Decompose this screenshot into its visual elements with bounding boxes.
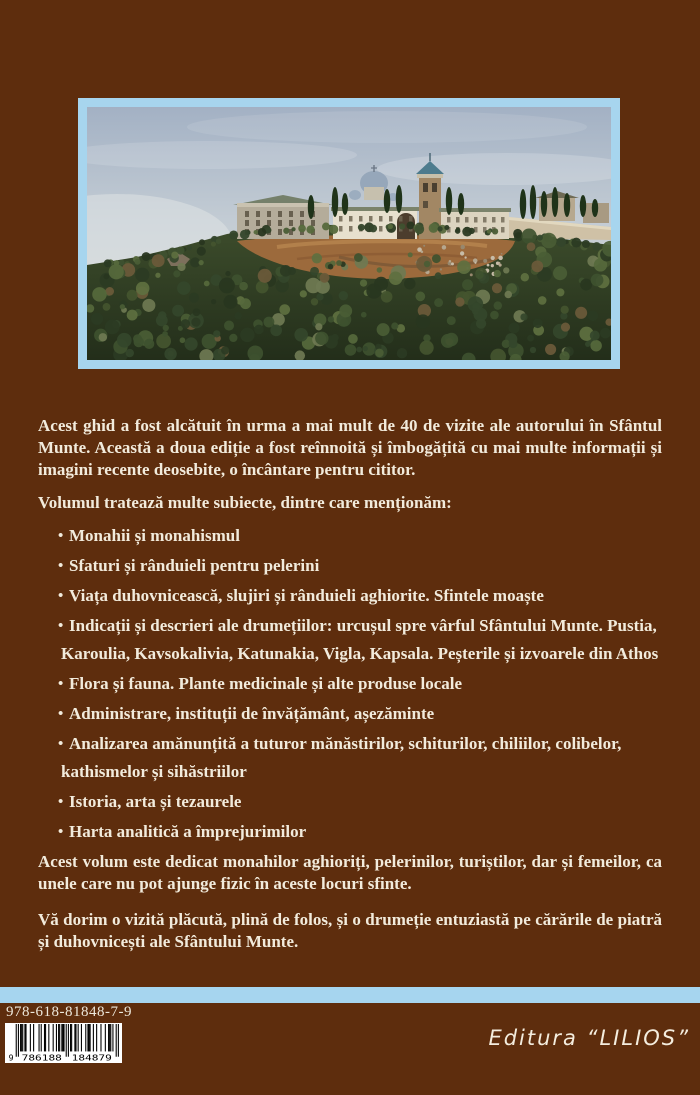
svg-text:9: 9 xyxy=(8,1053,14,1062)
divider-strip xyxy=(0,987,700,1003)
topic-item: • Indicații și descrieri ale drumețiilor: urcușul spre vârful Sfântului Munte. Pustia, Karoulia, Kavsokalivia, Katunakia, Vigla, Kapsala. Peșterile și izvoarele din Athos xyxy=(38,612,662,668)
svg-text:184879: 184879 xyxy=(71,1053,113,1062)
topic-item: • Analizarea amănunțită a tuturor mănăstirilor, schiturilor, chiliilor, colibelor, kathismelor și sihăstriilor xyxy=(38,730,662,786)
svg-text:786188: 786188 xyxy=(21,1053,63,1062)
isbn-barcode xyxy=(5,1023,122,1063)
monastery-photo-illustration xyxy=(87,107,611,360)
topic-item: • Administrare, instituții de învățământ, așezăminte xyxy=(38,700,662,728)
topics-intro: Volumul tratează multe subiecte, dintre care menționăm: xyxy=(38,493,452,512)
intro-paragraph: Acest ghid a fost alcătuit în urma a mai mult de 40 de vizite ale autorului în Sfântul Munte. Această a doua ediție a fost reînnoită și îmbogățită cu mai multe informații și imagini recente deosebite, o încântare pentru cititor. xyxy=(38,416,662,479)
topic-item: • Monahii și monahismul xyxy=(38,522,662,550)
publisher-name: Editura “LILIOS” xyxy=(488,1026,690,1050)
topic-item: • Istoria, arta și tezaurele xyxy=(38,788,662,816)
topic-item: • Flora și fauna. Plante medicinale și alte produse locale xyxy=(38,670,662,698)
closing-paragraph: Vă dorim o vizită plăcută, plină de folos, și o drumeție entuziastă pe cărările de piatră și duhovnicești ale Sfântului Munte. xyxy=(38,910,662,951)
topics-list xyxy=(38,522,662,848)
cover-photo xyxy=(78,98,620,369)
isbn-number: 978-618-81848-7-9 xyxy=(6,1004,132,1020)
topic-item: • Harta analitică a împrejurimilor xyxy=(38,818,662,846)
dedication-paragraph: Acest volum este dedicat monahilor aghioriți, pelerinilor, turiștilor, dar și femeilor, ca unele care nu pot ajunge fizic în aceste locuri sfinte. xyxy=(38,852,662,893)
topic-item: • Sfaturi și rânduieli pentru pelerini xyxy=(38,552,662,580)
topic-item: • Viața duhovnicească, slujiri și rânduieli aghiorite. Sfintele moaște xyxy=(38,582,662,610)
